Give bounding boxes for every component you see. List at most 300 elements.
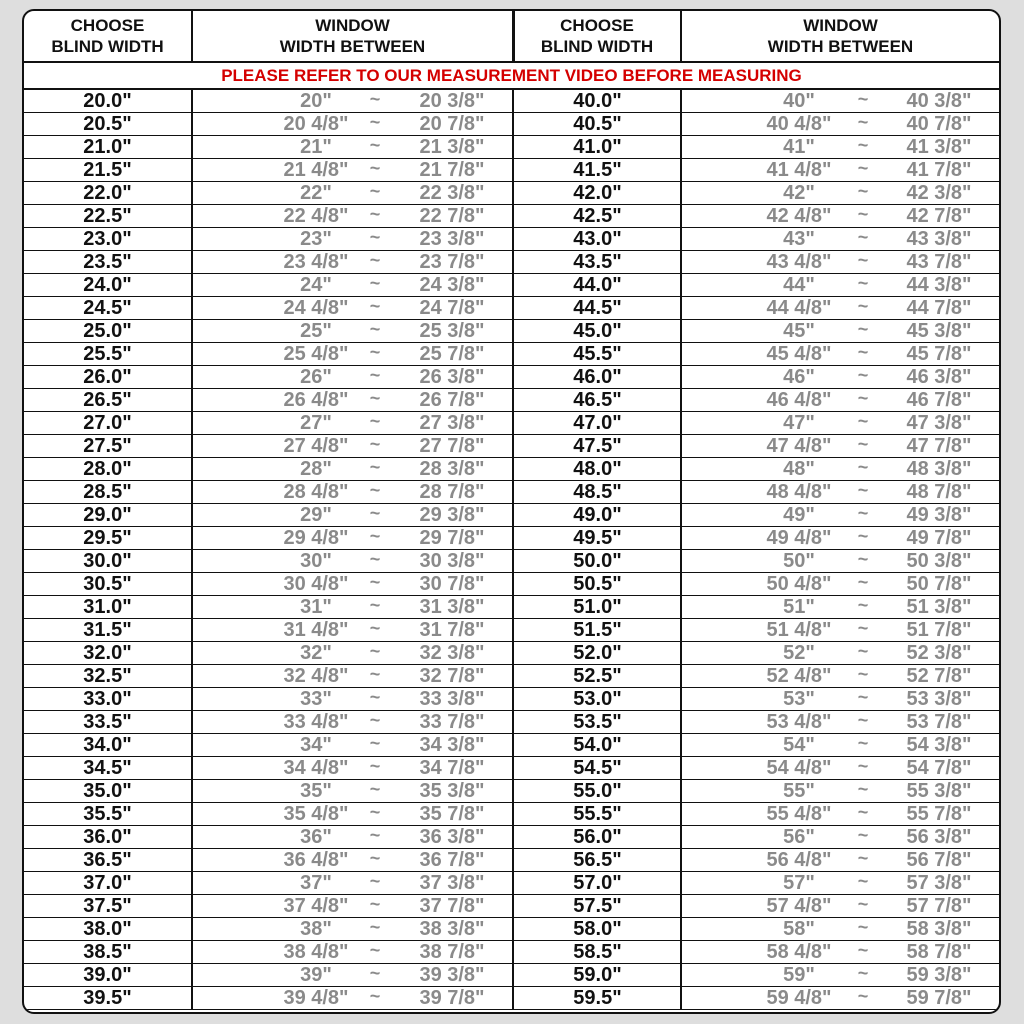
range-separator: ~ bbox=[369, 710, 381, 730]
range-separator: ~ bbox=[857, 342, 869, 362]
blind-width-value: 33.0" bbox=[83, 688, 132, 710]
blind-width-value: 26.5" bbox=[83, 389, 132, 411]
window-width-from: 25 4/8" bbox=[283, 343, 349, 365]
blind-width-value: 24.0" bbox=[83, 274, 132, 296]
range-separator: ~ bbox=[369, 342, 381, 362]
blind-width-value: 38.0" bbox=[83, 918, 132, 940]
window-width-from: 55 4/8" bbox=[766, 803, 832, 825]
blind-width-value: 28.0" bbox=[83, 458, 132, 480]
range-separator: ~ bbox=[857, 319, 869, 339]
window-width-from: 41 4/8" bbox=[766, 159, 832, 181]
window-width-from: 55" bbox=[783, 780, 815, 802]
range-separator: ~ bbox=[857, 664, 869, 684]
range-separator: ~ bbox=[857, 756, 869, 776]
window-width-to: 59 3/8" bbox=[906, 964, 972, 986]
window-width-to: 57 3/8" bbox=[906, 872, 972, 894]
column-divider bbox=[680, 11, 682, 61]
window-width-to: 28 7/8" bbox=[419, 481, 485, 503]
blind-width-value: 43.5" bbox=[573, 251, 622, 273]
measurement-notice: PLEASE REFER TO OUR MEASUREMENT VIDEO BEFORE MEASURING bbox=[221, 66, 802, 85]
blind-width-value: 47.0" bbox=[573, 412, 622, 434]
range-separator: ~ bbox=[857, 802, 869, 822]
blind-width-value: 52.5" bbox=[573, 665, 622, 687]
window-width-from: 42" bbox=[783, 182, 815, 204]
range-separator: ~ bbox=[369, 687, 381, 707]
blind-width-value: 56.0" bbox=[573, 826, 622, 848]
blind-width-value: 37.0" bbox=[83, 872, 132, 894]
window-width-to: 20 3/8" bbox=[419, 90, 485, 112]
window-width-to: 48 3/8" bbox=[906, 458, 972, 480]
blind-width-value: 49.0" bbox=[573, 504, 622, 526]
blind-width-value: 45.5" bbox=[573, 343, 622, 365]
window-width-from: 23" bbox=[300, 228, 332, 250]
blind-width-value: 40.5" bbox=[573, 113, 622, 135]
range-separator: ~ bbox=[857, 687, 869, 707]
window-width-to: 35 7/8" bbox=[419, 803, 485, 825]
blind-width-value: 43.0" bbox=[573, 228, 622, 250]
blind-width-value: 23.0" bbox=[83, 228, 132, 250]
range-separator: ~ bbox=[857, 572, 869, 592]
window-width-to: 55 7/8" bbox=[906, 803, 972, 825]
window-width-to: 45 3/8" bbox=[906, 320, 972, 342]
range-separator: ~ bbox=[857, 779, 869, 799]
range-separator: ~ bbox=[857, 89, 869, 109]
range-separator: ~ bbox=[369, 319, 381, 339]
range-separator: ~ bbox=[369, 135, 381, 155]
window-width-from: 34" bbox=[300, 734, 332, 756]
window-width-from: 43 4/8" bbox=[766, 251, 832, 273]
blind-width-value: 51.0" bbox=[573, 596, 622, 618]
blind-width-value: 55.5" bbox=[573, 803, 622, 825]
blind-width-value: 25.5" bbox=[83, 343, 132, 365]
window-width-to: 56 3/8" bbox=[906, 826, 972, 848]
window-width-from: 39" bbox=[300, 964, 332, 986]
window-width-from: 33" bbox=[300, 688, 332, 710]
window-width-to: 40 3/8" bbox=[906, 90, 972, 112]
window-width-from: 51 4/8" bbox=[766, 619, 832, 641]
range-separator: ~ bbox=[369, 641, 381, 661]
range-separator: ~ bbox=[857, 480, 869, 500]
range-separator: ~ bbox=[857, 135, 869, 155]
window-width-to: 44 7/8" bbox=[906, 297, 972, 319]
window-width-from: 31 4/8" bbox=[283, 619, 349, 641]
window-width-from: 52" bbox=[783, 642, 815, 664]
window-width-to: 54 7/8" bbox=[906, 757, 972, 779]
window-width-from: 48 4/8" bbox=[766, 481, 832, 503]
window-width-from: 22 4/8" bbox=[283, 205, 349, 227]
window-width-from: 26 4/8" bbox=[283, 389, 349, 411]
range-separator: ~ bbox=[369, 664, 381, 684]
blind-width-value: 41.0" bbox=[573, 136, 622, 158]
header-window-width-left bbox=[193, 11, 512, 61]
window-width-from: 38 4/8" bbox=[283, 941, 349, 963]
window-width-to: 37 3/8" bbox=[419, 872, 485, 894]
window-width-to: 59 7/8" bbox=[906, 987, 972, 1009]
range-separator: ~ bbox=[369, 756, 381, 776]
window-width-from: 39 4/8" bbox=[283, 987, 349, 1009]
blind-width-value: 30.0" bbox=[83, 550, 132, 572]
blind-width-value: 45.0" bbox=[573, 320, 622, 342]
range-separator: ~ bbox=[857, 986, 869, 1006]
blind-width-value: 22.5" bbox=[83, 205, 132, 227]
window-width-from: 36" bbox=[300, 826, 332, 848]
window-width-to: 25 3/8" bbox=[419, 320, 485, 342]
range-separator: ~ bbox=[857, 963, 869, 983]
window-width-from: 37" bbox=[300, 872, 332, 894]
blind-width-value: 52.0" bbox=[573, 642, 622, 664]
blind-width-value: 48.5" bbox=[573, 481, 622, 503]
window-width-to: 21 7/8" bbox=[419, 159, 485, 181]
blind-width-value: 53.5" bbox=[573, 711, 622, 733]
range-separator: ~ bbox=[857, 710, 869, 730]
window-width-to: 56 7/8" bbox=[906, 849, 972, 871]
window-width-from: 54" bbox=[783, 734, 815, 756]
table-center-divider bbox=[512, 11, 515, 61]
range-separator: ~ bbox=[369, 802, 381, 822]
blind-width-value: 46.5" bbox=[573, 389, 622, 411]
blind-width-value: 31.5" bbox=[83, 619, 132, 641]
range-separator: ~ bbox=[369, 112, 381, 132]
range-separator: ~ bbox=[857, 917, 869, 937]
window-width-from: 56" bbox=[783, 826, 815, 848]
header-choose-line2: BLIND WIDTH bbox=[540, 37, 654, 56]
blind-width-value: 58.0" bbox=[573, 918, 622, 940]
blind-width-value: 46.0" bbox=[573, 366, 622, 388]
range-separator: ~ bbox=[369, 250, 381, 270]
window-width-to: 25 7/8" bbox=[419, 343, 485, 365]
range-separator: ~ bbox=[857, 158, 869, 178]
range-separator: ~ bbox=[369, 549, 381, 569]
blind-width-value: 35.0" bbox=[83, 780, 132, 802]
window-width-to: 26 3/8" bbox=[419, 366, 485, 388]
blind-width-value: 30.5" bbox=[83, 573, 132, 595]
header-choose-line2: BLIND WIDTH bbox=[51, 37, 164, 56]
window-width-to: 58 3/8" bbox=[906, 918, 972, 940]
window-width-to: 30 7/8" bbox=[419, 573, 485, 595]
range-separator: ~ bbox=[857, 181, 869, 201]
range-separator: ~ bbox=[857, 940, 869, 960]
window-width-to: 40 7/8" bbox=[906, 113, 972, 135]
window-width-to: 38 7/8" bbox=[419, 941, 485, 963]
range-separator: ~ bbox=[369, 986, 381, 1006]
window-width-from: 57" bbox=[783, 872, 815, 894]
window-width-to: 53 3/8" bbox=[906, 688, 972, 710]
blind-width-value: 39.0" bbox=[83, 964, 132, 986]
range-separator: ~ bbox=[857, 250, 869, 270]
window-width-to: 21 3/8" bbox=[419, 136, 485, 158]
window-width-from: 47" bbox=[783, 412, 815, 434]
window-width-from: 47 4/8" bbox=[766, 435, 832, 457]
window-width-from: 50 4/8" bbox=[766, 573, 832, 595]
blind-width-value: 36.0" bbox=[83, 826, 132, 848]
window-width-from: 29 4/8" bbox=[283, 527, 349, 549]
window-width-from: 40 4/8" bbox=[766, 113, 832, 135]
range-separator: ~ bbox=[369, 871, 381, 891]
blind-width-value: 32.5" bbox=[83, 665, 132, 687]
window-width-from: 37 4/8" bbox=[283, 895, 349, 917]
blind-width-value: 38.5" bbox=[83, 941, 132, 963]
blind-width-value: 40.0" bbox=[573, 90, 622, 112]
blind-width-value: 57.5" bbox=[573, 895, 622, 917]
window-width-from: 21 4/8" bbox=[283, 159, 349, 181]
window-width-from: 41" bbox=[783, 136, 815, 158]
window-width-from: 35" bbox=[300, 780, 332, 802]
range-separator: ~ bbox=[857, 273, 869, 293]
window-width-to: 32 3/8" bbox=[419, 642, 485, 664]
blind-width-value: 44.0" bbox=[573, 274, 622, 296]
range-separator: ~ bbox=[857, 894, 869, 914]
blind-width-value: 57.0" bbox=[573, 872, 622, 894]
column-divider bbox=[680, 90, 682, 1010]
range-separator: ~ bbox=[369, 940, 381, 960]
range-separator: ~ bbox=[857, 848, 869, 868]
range-separator: ~ bbox=[369, 158, 381, 178]
window-width-from: 30" bbox=[300, 550, 332, 572]
window-width-to: 26 7/8" bbox=[419, 389, 485, 411]
window-width-from: 20 4/8" bbox=[283, 113, 349, 135]
window-width-to: 55 3/8" bbox=[906, 780, 972, 802]
range-separator: ~ bbox=[369, 963, 381, 983]
range-separator: ~ bbox=[369, 89, 381, 109]
window-width-to: 50 3/8" bbox=[906, 550, 972, 572]
blind-width-value: 21.0" bbox=[83, 136, 132, 158]
blind-width-value: 29.5" bbox=[83, 527, 132, 549]
window-width-to: 46 7/8" bbox=[906, 389, 972, 411]
window-width-from: 42 4/8" bbox=[766, 205, 832, 227]
header-choose-blind-width-right bbox=[514, 11, 680, 61]
blind-width-value: 53.0" bbox=[573, 688, 622, 710]
window-width-to: 51 7/8" bbox=[906, 619, 972, 641]
range-separator: ~ bbox=[857, 434, 869, 454]
range-separator: ~ bbox=[857, 825, 869, 845]
window-width-to: 27 7/8" bbox=[419, 435, 485, 457]
blind-width-value: 42.0" bbox=[573, 182, 622, 204]
size-chart-card bbox=[22, 9, 1001, 1014]
range-separator: ~ bbox=[369, 894, 381, 914]
window-width-from: 31" bbox=[300, 596, 332, 618]
range-separator: ~ bbox=[369, 480, 381, 500]
range-separator: ~ bbox=[857, 641, 869, 661]
window-width-from: 29" bbox=[300, 504, 332, 526]
window-width-from: 44" bbox=[783, 274, 815, 296]
blind-width-value: 54.5" bbox=[573, 757, 622, 779]
blind-width-value: 50.0" bbox=[573, 550, 622, 572]
range-separator: ~ bbox=[369, 365, 381, 385]
blind-width-value: 35.5" bbox=[83, 803, 132, 825]
range-separator: ~ bbox=[857, 388, 869, 408]
range-separator: ~ bbox=[369, 503, 381, 523]
window-width-to: 58 7/8" bbox=[906, 941, 972, 963]
window-width-to: 24 7/8" bbox=[419, 297, 485, 319]
blind-width-value: 25.0" bbox=[83, 320, 132, 342]
window-width-to: 39 7/8" bbox=[419, 987, 485, 1009]
blind-width-value: 31.0" bbox=[83, 596, 132, 618]
blind-width-value: 21.5" bbox=[83, 159, 132, 181]
blind-width-value: 22.0" bbox=[83, 182, 132, 204]
window-width-from: 27" bbox=[300, 412, 332, 434]
window-width-to: 57 7/8" bbox=[906, 895, 972, 917]
window-width-to: 53 7/8" bbox=[906, 711, 972, 733]
header-window-line2: WIDTH BETWEEN bbox=[279, 37, 426, 56]
window-width-to: 51 3/8" bbox=[906, 596, 972, 618]
window-width-from: 28 4/8" bbox=[283, 481, 349, 503]
range-separator: ~ bbox=[857, 618, 869, 638]
header-choose-line1: CHOOSE bbox=[560, 16, 634, 35]
window-width-from: 44 4/8" bbox=[766, 297, 832, 319]
window-width-to: 49 3/8" bbox=[906, 504, 972, 526]
window-width-to: 46 3/8" bbox=[906, 366, 972, 388]
range-separator: ~ bbox=[369, 227, 381, 247]
header-window-line2: WIDTH BETWEEN bbox=[767, 37, 914, 56]
window-width-from: 24" bbox=[300, 274, 332, 296]
window-width-from: 38" bbox=[300, 918, 332, 940]
blind-width-value: 23.5" bbox=[83, 251, 132, 273]
window-width-to: 29 3/8" bbox=[419, 504, 485, 526]
blind-width-value: 47.5" bbox=[573, 435, 622, 457]
range-separator: ~ bbox=[857, 503, 869, 523]
range-separator: ~ bbox=[857, 871, 869, 891]
header-choose-blind-width-left bbox=[24, 11, 191, 61]
range-separator: ~ bbox=[857, 526, 869, 546]
window-width-from: 20" bbox=[300, 90, 332, 112]
range-separator: ~ bbox=[369, 572, 381, 592]
window-width-from: 27 4/8" bbox=[283, 435, 349, 457]
range-separator: ~ bbox=[857, 457, 869, 477]
window-width-from: 23 4/8" bbox=[283, 251, 349, 273]
window-width-to: 54 3/8" bbox=[906, 734, 972, 756]
blind-width-value: 34.5" bbox=[83, 757, 132, 779]
range-separator: ~ bbox=[857, 296, 869, 316]
range-separator: ~ bbox=[369, 526, 381, 546]
window-width-from: 30 4/8" bbox=[283, 573, 349, 595]
window-width-from: 48" bbox=[783, 458, 815, 480]
window-width-to: 30 3/8" bbox=[419, 550, 485, 572]
blind-width-value: 41.5" bbox=[573, 159, 622, 181]
blind-width-value: 50.5" bbox=[573, 573, 622, 595]
range-separator: ~ bbox=[369, 296, 381, 316]
blind-width-value: 54.0" bbox=[573, 734, 622, 756]
range-separator: ~ bbox=[857, 204, 869, 224]
window-width-from: 33 4/8" bbox=[283, 711, 349, 733]
window-width-to: 43 7/8" bbox=[906, 251, 972, 273]
blind-width-value: 28.5" bbox=[83, 481, 132, 503]
window-width-from: 28" bbox=[300, 458, 332, 480]
header-window-line1: WINDOW bbox=[803, 16, 878, 35]
window-width-to: 43 3/8" bbox=[906, 228, 972, 250]
blind-width-value: 51.5" bbox=[573, 619, 622, 641]
window-width-to: 41 7/8" bbox=[906, 159, 972, 181]
window-width-from: 24 4/8" bbox=[283, 297, 349, 319]
blind-width-value: 42.5" bbox=[573, 205, 622, 227]
window-width-from: 43" bbox=[783, 228, 815, 250]
window-width-to: 27 3/8" bbox=[419, 412, 485, 434]
range-separator: ~ bbox=[369, 595, 381, 615]
window-width-from: 40" bbox=[783, 90, 815, 112]
window-width-to: 22 7/8" bbox=[419, 205, 485, 227]
window-width-from: 34 4/8" bbox=[283, 757, 349, 779]
blind-width-value: 59.0" bbox=[573, 964, 622, 986]
window-width-from: 46" bbox=[783, 366, 815, 388]
blind-width-value: 29.0" bbox=[83, 504, 132, 526]
window-width-from: 25" bbox=[300, 320, 332, 342]
window-width-to: 32 7/8" bbox=[419, 665, 485, 687]
window-width-to: 23 3/8" bbox=[419, 228, 485, 250]
window-width-from: 49" bbox=[783, 504, 815, 526]
window-width-from: 59 4/8" bbox=[766, 987, 832, 1009]
blind-width-value: 39.5" bbox=[83, 987, 132, 1009]
header-choose-line1: CHOOSE bbox=[70, 16, 145, 35]
window-width-from: 54 4/8" bbox=[766, 757, 832, 779]
range-separator: ~ bbox=[369, 204, 381, 224]
window-width-from: 21" bbox=[300, 136, 332, 158]
window-width-to: 23 7/8" bbox=[419, 251, 485, 273]
window-width-to: 45 7/8" bbox=[906, 343, 972, 365]
window-width-to: 29 7/8" bbox=[419, 527, 485, 549]
blind-width-value: 56.5" bbox=[573, 849, 622, 871]
window-width-from: 22" bbox=[300, 182, 332, 204]
blind-width-value: 32.0" bbox=[83, 642, 132, 664]
window-width-to: 42 3/8" bbox=[906, 182, 972, 204]
range-separator: ~ bbox=[369, 825, 381, 845]
window-width-to: 37 7/8" bbox=[419, 895, 485, 917]
column-divider bbox=[191, 11, 193, 61]
range-separator: ~ bbox=[857, 411, 869, 431]
blind-width-value: 44.5" bbox=[573, 297, 622, 319]
range-separator: ~ bbox=[369, 388, 381, 408]
window-width-to: 41 3/8" bbox=[906, 136, 972, 158]
window-width-to: 28 3/8" bbox=[419, 458, 485, 480]
range-separator: ~ bbox=[857, 549, 869, 569]
window-width-from: 26" bbox=[300, 366, 332, 388]
range-separator: ~ bbox=[369, 779, 381, 799]
window-width-to: 47 3/8" bbox=[906, 412, 972, 434]
window-width-from: 32" bbox=[300, 642, 332, 664]
window-width-from: 53 4/8" bbox=[766, 711, 832, 733]
range-separator: ~ bbox=[369, 457, 381, 477]
window-width-to: 49 7/8" bbox=[906, 527, 972, 549]
column-divider bbox=[191, 90, 193, 1010]
window-width-from: 46 4/8" bbox=[766, 389, 832, 411]
range-separator: ~ bbox=[369, 733, 381, 753]
range-separator: ~ bbox=[369, 434, 381, 454]
blind-width-value: 48.0" bbox=[573, 458, 622, 480]
window-width-from: 56 4/8" bbox=[766, 849, 832, 871]
range-separator: ~ bbox=[369, 618, 381, 638]
blind-width-value: 20.0" bbox=[83, 90, 132, 112]
window-width-to: 22 3/8" bbox=[419, 182, 485, 204]
blind-width-value: 33.5" bbox=[83, 711, 132, 733]
window-width-to: 35 3/8" bbox=[419, 780, 485, 802]
range-separator: ~ bbox=[369, 181, 381, 201]
blind-width-value: 36.5" bbox=[83, 849, 132, 871]
window-width-to: 36 7/8" bbox=[419, 849, 485, 871]
blind-width-value: 27.0" bbox=[83, 412, 132, 434]
window-width-to: 39 3/8" bbox=[419, 964, 485, 986]
window-width-to: 31 3/8" bbox=[419, 596, 485, 618]
window-width-to: 47 7/8" bbox=[906, 435, 972, 457]
window-width-to: 36 3/8" bbox=[419, 826, 485, 848]
blind-width-value: 55.0" bbox=[573, 780, 622, 802]
blind-width-value: 24.5" bbox=[83, 297, 132, 319]
window-width-to: 31 7/8" bbox=[419, 619, 485, 641]
window-width-to: 34 3/8" bbox=[419, 734, 485, 756]
blind-width-value: 49.5" bbox=[573, 527, 622, 549]
window-width-to: 24 3/8" bbox=[419, 274, 485, 296]
window-width-from: 45 4/8" bbox=[766, 343, 832, 365]
window-width-from: 35 4/8" bbox=[283, 803, 349, 825]
blind-width-value: 26.0" bbox=[83, 366, 132, 388]
range-separator: ~ bbox=[857, 112, 869, 132]
